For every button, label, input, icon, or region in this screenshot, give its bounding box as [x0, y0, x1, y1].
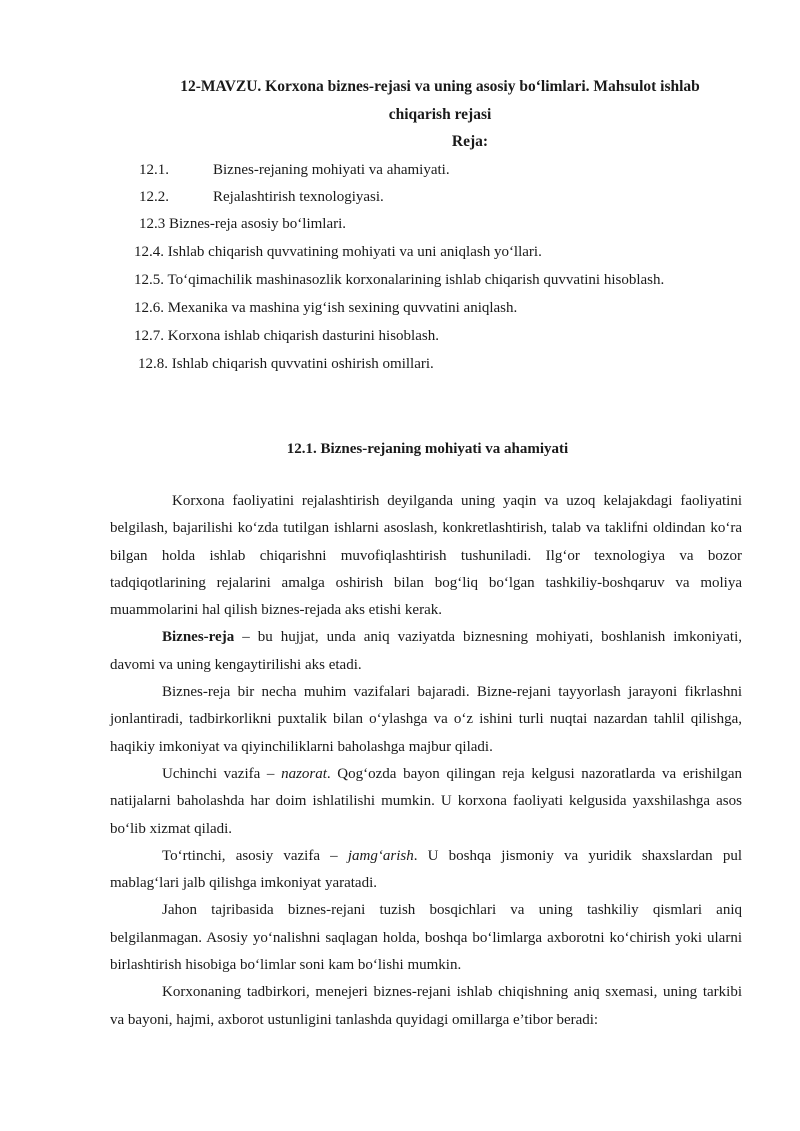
toc-item: 12.4. Ishlab chiqarish quvvatining mohiyati va uni aniqlash yo‘llari. [134, 244, 542, 260]
paragraph: Uchinchi vazifa – nazorat. Qog‘ozda bayon qilingan reja kelgusi nazoratlarda va erishilgan natijalarni baholashda har doim ishlatilishi mumkin. U korxona faoliyati kelgusida yaxshilashga asos bo‘lib xizmat qiladi. [110, 765, 742, 837]
paragraph: Biznes-reja – bu hujjat, unda aniq vaziyatda biznesning mohiyati, boshlanish imkoniyati, davomi va uning kengaytirilishi aks etadi. [110, 629, 742, 673]
plan-label: Reja: [451, 133, 489, 150]
term-italic: jamg‘arish [347, 847, 414, 864]
toc-item: 12.3 Biznes-reja asosiy bo‘limlari. [139, 216, 347, 232]
toc-item: 12.8. Ishlab chiqarish quvvatini oshirish omillari. [138, 356, 434, 372]
paragraph: To‘rtinchi, asosiy vazifa – jamg‘arish. U boshqa jismoniy va yuridik shaxslardan pul mablag‘lari jalb qilishga imkoniyat yaratadi. [110, 847, 742, 892]
section-heading: 12.1. Biznes-rejaning mohiyati va ahamiyati [286, 441, 569, 457]
toc-item-number: 12.1. [139, 162, 169, 178]
title-line-1: 12-MAVZU. Korxona biznes-rejasi va uning asosiy bo‘limlari. Mahsulot ishlab [180, 78, 700, 95]
toc-item [139, 187, 384, 207]
toc-item: 12.6. Mexanika va mashina yig‘ish sexining quvvatini aniqlash. [134, 300, 518, 316]
toc-item: 12.7. Korxona ishlab chiqarish dasturini hisoblash. [134, 328, 439, 344]
toc-item-text: Biznes-rejaning mohiyati va ahamiyati. [213, 162, 450, 178]
toc-item-text: Rejalashtirish texnologiyasi. [213, 189, 384, 205]
term-bold: Biznes-reja [162, 629, 235, 646]
toc-item: 12.5. To‘qimachilik mashinasozlik korxonalarining ishlab chiqarish quvvatini hisoblash. [134, 272, 665, 288]
title-line-2: chiqarish rejasi [388, 106, 492, 123]
paragraph: Biznes-reja bir necha muhim vazifalari bajaradi. Bizne-rejani tayyorlash jarayoni fikrlashni jonlantiradi, tadbirkorlikni puxtalik bilan o‘ylashga va o‘z ishini turli nuqtai nazardan tahlil qilishga, haqikiy imkoniyat va qiyinchiliklarni baholashga majbur qiladi. [110, 684, 742, 755]
paragraph: Jahon tajribasida biznes-rejani tuzish bosqichlari va uning tashkiliy qismlari aniq belgilanmagan. Asosiy yo‘nalishni saqlagan holda, boshqa bo‘limlarga axborotni ko‘chirish yoki ularni birlashtirish hisobiga bo‘limlar soni kam bo‘lishi mumkin. [110, 902, 742, 974]
page-title [110, 73, 770, 129]
term-italic: nazorat [281, 765, 327, 782]
toc-item-number: 12.2. [139, 189, 169, 205]
toc-item [139, 160, 450, 180]
paragraph: Korxonaning tadbirkori, menejeri biznes-rejani ishlab chiqishning aniq sxemasi, uning tarkibi va bayoni, hajmi, axborot ustunligini tanlashda quyidagi omillarga e’tibor beradi: [110, 984, 742, 1028]
body-text [110, 488, 742, 1034]
paragraph: Korxona faoliyatini rejalashtirish deyilganda uning yaqin va uzoq kelajakdagi faoliyatini belgilash, bajarilishi ko‘zda tutilgan ishlarni asoslash, konkretlashtirish, talab va taklifni oldindan ko‘ra bilgan holda ishlab chiqarishni muvofiqlashtirish tushuniladi. Ilg‘or texnologiya va bozor tadqiqotlarining rejalarini amalga oshirish bilan bog‘liq bo‘lgan tashkiliy-boshqaruv va moliya muammolarini hal qilish biznes-rejada aks etishi kerak. [110, 493, 742, 619]
